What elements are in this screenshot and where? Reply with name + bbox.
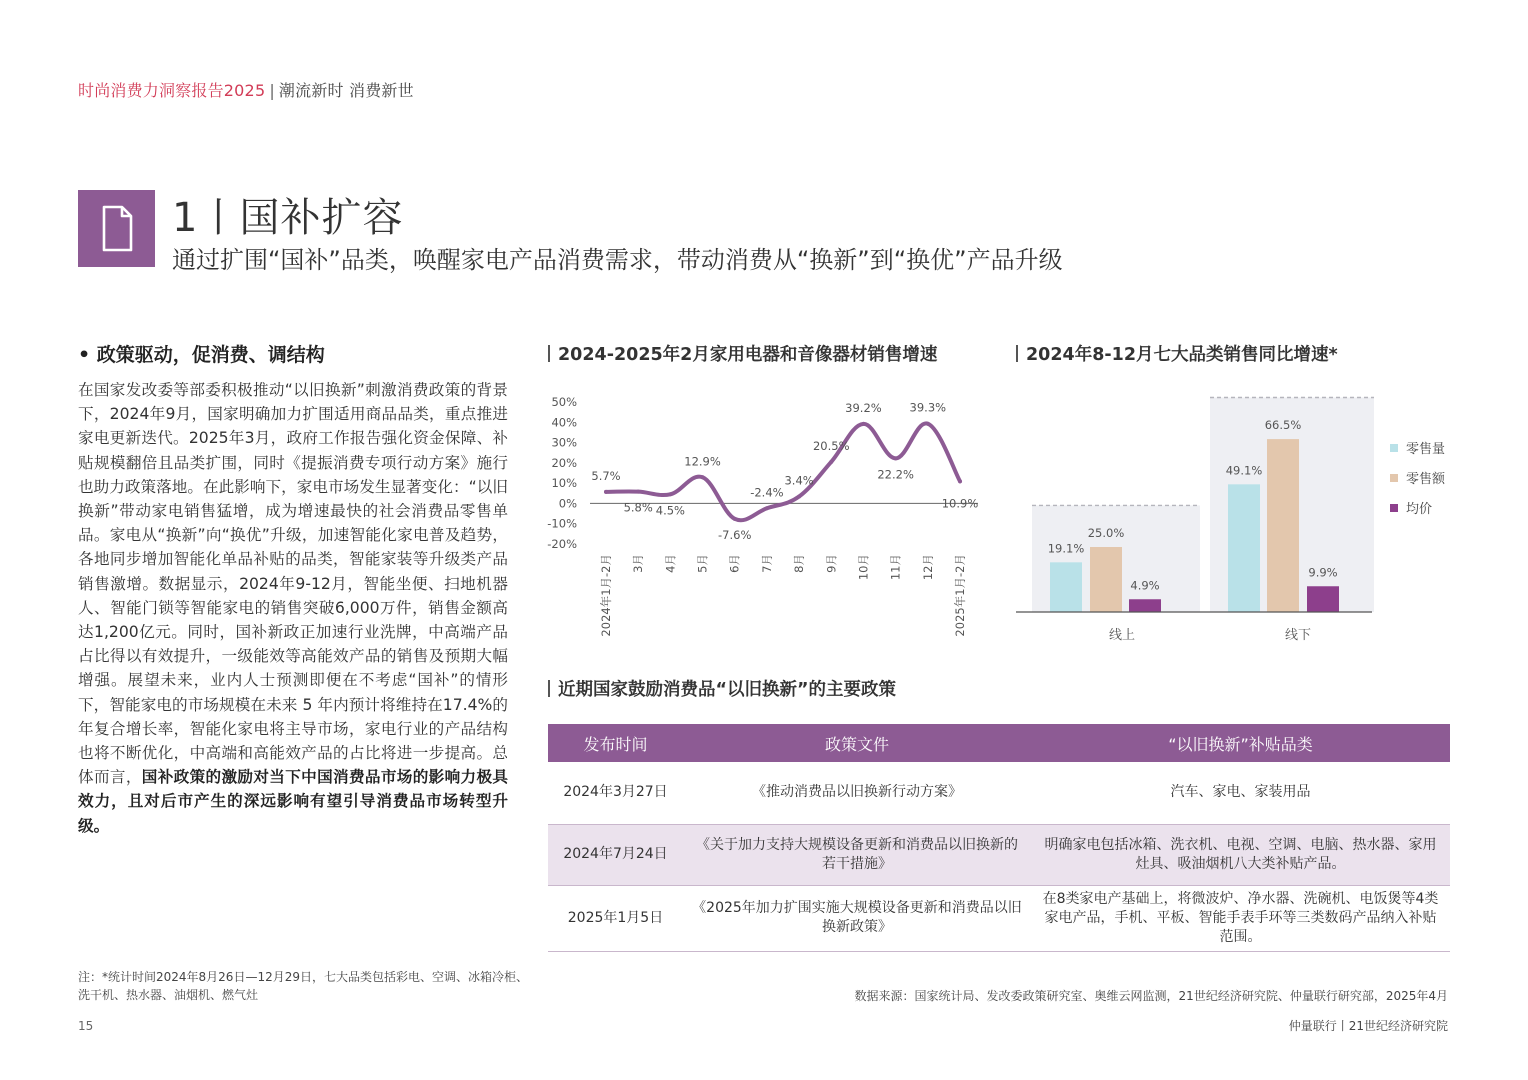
x-tick-label: 8月	[792, 554, 807, 573]
policy-table	[548, 724, 1450, 952]
x-tick-label: 3月	[631, 554, 646, 573]
bar	[1307, 586, 1339, 612]
data-point	[668, 492, 672, 496]
y-tick-label: -10%	[547, 516, 577, 531]
data-point	[894, 456, 898, 460]
data-point	[701, 475, 705, 479]
x-tick-label: 2024年1月-2月	[599, 554, 613, 637]
data-label: 5.8%	[623, 500, 653, 515]
x-tick-label: 12月	[920, 554, 935, 581]
bar-data-label: 19.1%	[1047, 541, 1085, 556]
page-number: 15	[78, 1019, 94, 1033]
data-label: 5.7%	[591, 468, 621, 483]
body-paragraph-bold: 国补政策的激励对当下中国消费品市场的影响力极具效力，且对后市产生的深远影响有望引导消费品市场转型升级。	[78, 768, 508, 835]
legend-item: 零售量	[1390, 438, 1445, 457]
legend-swatch	[1390, 444, 1398, 452]
data-point	[733, 517, 737, 521]
data-point	[797, 495, 801, 499]
column-header-date: 发布时间	[548, 724, 683, 762]
report-title: 时尚消费力洞察报告2025	[78, 81, 266, 100]
data-label: 39.2%	[845, 400, 882, 415]
publisher-credit: 仲量联行丨21世纪经济研究院	[1288, 1019, 1448, 1033]
x-tick-label: 7月	[759, 554, 774, 573]
column-header-document: 政策文件	[683, 724, 1031, 762]
cell-date: 2024年7月24日	[548, 824, 683, 885]
data-point	[765, 506, 769, 510]
legend-item: 均价	[1390, 498, 1445, 517]
data-label: -7.6%	[718, 527, 752, 542]
bar	[1090, 547, 1122, 612]
data-point	[636, 490, 640, 494]
cell-date: 2025年1月5日	[548, 885, 683, 951]
x-tick-label: 4月	[663, 554, 678, 573]
document-icon	[78, 190, 155, 267]
data-point	[829, 460, 833, 464]
x-tick-label: 9月	[824, 554, 839, 573]
section-subtitle: 通过扩围“国补”品类，唤醒家电产品消费需求，带动消费从“换新”到“换优”产品升级	[172, 246, 1063, 274]
bar-data-label: 49.1%	[1225, 463, 1263, 478]
legend-swatch	[1390, 474, 1398, 482]
y-tick-label: 50%	[551, 395, 577, 409]
bar-chart-legend	[1390, 438, 1445, 528]
policy-table-wrapper	[548, 724, 1450, 952]
data-label: 10.9%	[941, 496, 979, 511]
cell-document: 《2025年加力扩围实施大规模设备更新和消费品以旧换新政策》	[683, 885, 1031, 951]
body-paragraph-text: 在国家发改委等部委积极推动“以旧换新”刺激消费政策的背景下，2024年9月，国家明确加力扩围适用商品品类，重点推进家电更新迭代。2025年3月，政府工作报告强化资金保障、补贴规模翻倍且品类扩围，同时《提振消费专项行动方案》施行也助力政策落地。在此影响下，家电市场发生显著变化：“以旧换新”带动家电销售猛增，成为增速最快的社会消费品零售单品。家电从“换新”向“换优”升级，加速智能化家电普及趋势，各地同步增加智能化单品补贴的品类，智能家装等升级类产品销售激增。数据显示，2024年9-12月，智能坐便、扫地机器人、智能门锁等智能家电的销售突破6,000万件，销售金额高达1,200亿元。同时，国补新政正加速行业洗牌，中高端产品占比得以有效提升，一级能效等高能效产品的销售及预期大幅增强。展望未来，业内人士预测即便在不考虑“国补”的情形下，智能家电的市场规模在未来 5 年内预计将维持在17.4%的年复合增长率，智能化家电将主导市场，家电行业的产品结构也将不断优化，中高端和高能效产品的占比将进一步提高。总体而言，	[78, 381, 508, 787]
cell-date: 2024年3月27日	[548, 762, 683, 824]
x-tick-label: 6月	[727, 554, 742, 573]
report-header	[78, 78, 414, 101]
legend-item: 零售额	[1390, 468, 1445, 487]
x-tick-label: 5月	[695, 554, 710, 573]
data-label: 4.5%	[655, 503, 685, 518]
column-header-items: “以旧换新”补贴品类	[1031, 724, 1450, 762]
title-bar-marker	[1016, 345, 1018, 362]
y-tick-label: 10%	[551, 476, 577, 491]
section-title: 1丨国补扩容	[172, 195, 404, 241]
table-row	[548, 824, 1450, 885]
data-label: 22.2%	[877, 467, 914, 482]
y-tick-label: -20%	[547, 537, 577, 551]
data-label: 12.9%	[684, 454, 721, 469]
footnote: 注：*统计时间2024年8月26日—12月29日，七大品类包括彩电、空调、冰箱冷柜、洗干机、热水器、油烟机、燃气灶	[78, 970, 528, 1002]
x-category-label: 线下	[1284, 628, 1312, 643]
policy-table-title: 近期国家鼓励消费品“以旧换新”的主要政策	[548, 676, 896, 701]
bar	[1050, 562, 1082, 612]
data-point	[926, 422, 930, 426]
title-bar-marker	[548, 680, 550, 697]
data-label: 3.4%	[784, 473, 814, 488]
bar-data-label: 4.9%	[1130, 578, 1160, 593]
report-tagline: 潮流新时 消费新世	[278, 81, 414, 100]
body-paragraph	[78, 378, 508, 838]
x-tick-label: 11月	[888, 554, 903, 581]
header-separator: |	[269, 81, 275, 100]
data-source: 数据来源：国家统计局、发改委政策研究室、奥维云网监测，21世纪经济研究院、仲量联行研究部，2025年4月	[854, 989, 1448, 1003]
y-tick-label: 30%	[551, 435, 577, 450]
line-chart	[540, 388, 990, 653]
table-header-row	[548, 724, 1450, 762]
bar-chart-title: 2024年8-12月七大品类销售同比增速*	[1016, 341, 1338, 366]
bar-chart	[1010, 385, 1380, 650]
bar-data-label: 9.9%	[1308, 565, 1338, 580]
y-tick-label: 20%	[551, 455, 577, 470]
bar	[1129, 599, 1161, 612]
data-point	[604, 490, 608, 494]
x-tick-label: 2025年1月-2月	[953, 554, 967, 637]
bar-data-label: 66.5%	[1264, 418, 1302, 433]
bar	[1267, 439, 1299, 612]
line-chart-title: 2024-2025年2月家用电器和音像器材销售增速	[548, 341, 937, 366]
legend-swatch	[1390, 504, 1398, 512]
cell-items: 汽车、家电、家装用品	[1031, 762, 1450, 824]
x-tick-label: 10月	[856, 554, 871, 581]
title-bar-marker	[548, 345, 550, 362]
table-row	[548, 762, 1450, 824]
cell-document: 《推动消费品以旧换新行动方案》	[683, 762, 1031, 824]
table-row	[548, 885, 1450, 951]
bar-data-label: 25.0%	[1087, 526, 1125, 540]
y-tick-label: 40%	[551, 415, 577, 430]
data-label: -2.4%	[750, 485, 784, 500]
data-label: 39.3%	[909, 400, 947, 415]
bar	[1228, 484, 1260, 612]
data-point	[861, 422, 865, 426]
bullet-heading: • 政策驱动，促消费、调结构	[78, 344, 325, 366]
data-label: 20.5%	[812, 438, 850, 453]
data-point	[958, 479, 962, 483]
x-category-label: 线上	[1108, 628, 1136, 643]
cell-items: 明确家电包括冰箱、洗衣机、电视、空调、电脑、热水器、家用灶具、吸油烟机八大类补贴产品。	[1031, 824, 1450, 885]
cell-document: 《关于加力支持大规模设备更新和消费品以旧换新的若干措施》	[683, 824, 1031, 885]
cell-items: 在8类家电产基础上，将微波炉、净水器、洗碗机、电饭煲等4类家电产品，手机、平板、智能手表手环等三类数码产品纳入补贴范围。	[1031, 885, 1450, 951]
y-tick-label: 0%	[558, 496, 577, 511]
